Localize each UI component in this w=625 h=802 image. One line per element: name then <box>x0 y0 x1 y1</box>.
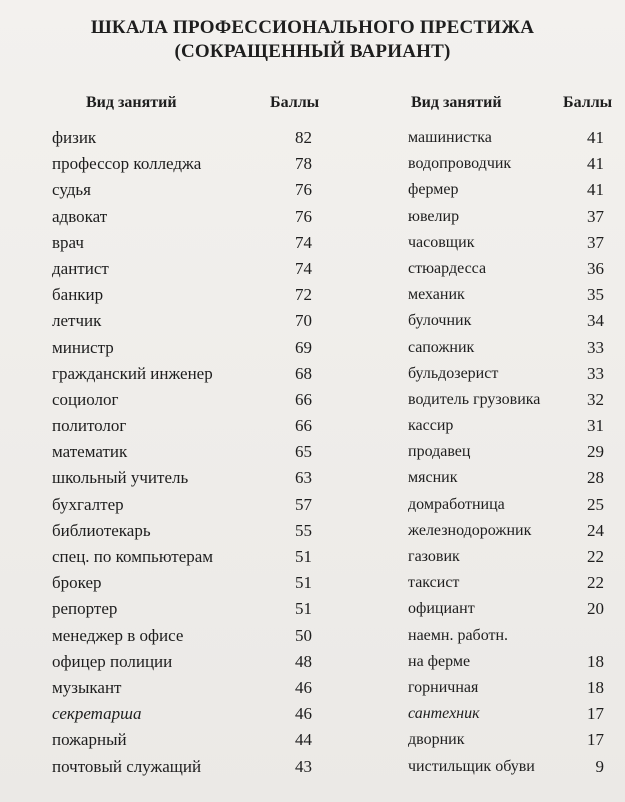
prestige-score: 70 <box>295 311 312 331</box>
occupation-name: гражданский инженер <box>52 363 213 383</box>
occupation-name: дворник <box>408 731 465 749</box>
prestige-score: 22 <box>587 547 604 566</box>
table-row <box>408 413 606 439</box>
occupation-name: булочник <box>408 312 472 330</box>
table-row <box>408 308 606 334</box>
prestige-score: 33 <box>587 363 604 383</box>
occupation-name: фермер <box>408 181 459 199</box>
table-row <box>408 544 606 570</box>
table-row <box>408 596 606 622</box>
occupation-name: сапожник <box>408 338 475 356</box>
table-row <box>408 492 606 518</box>
table-row <box>52 230 317 256</box>
table-row <box>408 151 606 177</box>
prestige-score: 22 <box>587 573 604 593</box>
table-row <box>52 570 317 596</box>
prestige-score: 17 <box>587 730 604 750</box>
table-row <box>408 465 606 491</box>
prestige-score: 78 <box>295 154 312 174</box>
page-subtitle: (СОКРАЩЕННЫЙ ВАРИАНТ) <box>174 41 451 62</box>
prestige-score: 28 <box>587 468 604 488</box>
prestige-score: 24 <box>587 520 604 540</box>
header-occupation-left: Вид занятий <box>86 94 177 111</box>
table-row <box>52 675 317 701</box>
table-row <box>408 727 606 753</box>
table-row <box>52 151 317 177</box>
occupation-name: водопроводчик <box>408 155 512 173</box>
table-row <box>408 518 606 544</box>
table-row <box>52 256 317 282</box>
occupation-name: политолог <box>52 416 127 436</box>
occupation-name: школьный учитель <box>52 468 189 488</box>
occupation-name: музыкант <box>52 677 122 697</box>
occupation-name: сантехник <box>408 705 480 723</box>
prestige-score: 69 <box>295 337 312 357</box>
table-row <box>408 754 606 780</box>
table-row <box>52 204 317 230</box>
occupation-name: домработница <box>408 495 505 513</box>
prestige-score: 32 <box>587 389 604 409</box>
occupation-name: водитель грузовика <box>408 390 541 408</box>
prestige-score: 33 <box>587 337 604 357</box>
prestige-score: 37 <box>587 206 604 226</box>
prestige-score: 41 <box>587 180 604 200</box>
prestige-score: 74 <box>295 258 312 278</box>
table-row <box>408 649 606 675</box>
occupation-name: мясник <box>408 469 458 487</box>
occupation-name: математик <box>52 442 128 462</box>
header-points-right: Баллы <box>563 94 613 111</box>
prestige-score: 76 <box>295 180 312 200</box>
occupation-name: бухгалтер <box>52 494 124 514</box>
prestige-score: 68 <box>295 363 312 383</box>
prestige-score: 66 <box>295 389 312 409</box>
occupation-name: летчик <box>52 311 102 331</box>
prestige-score: 82 <box>295 128 312 147</box>
occupation-name: профессор колледжа <box>52 154 202 174</box>
table-row <box>408 570 606 596</box>
table-row <box>52 492 317 518</box>
occupation-name: таксист <box>408 574 460 592</box>
prestige-score: 35 <box>587 285 604 305</box>
occupation-name: секретарша <box>52 704 142 724</box>
table-row <box>52 649 317 675</box>
prestige-score: 31 <box>587 416 604 436</box>
occupation-name: дантист <box>52 258 109 278</box>
table-row <box>52 518 317 544</box>
table-row <box>52 387 317 413</box>
occupation-name: физик <box>52 128 97 147</box>
occupation-name: судья <box>52 180 91 200</box>
occupation-name: официант <box>408 600 475 618</box>
occupation-name: чистильщик обуви <box>408 757 535 775</box>
table-row <box>52 544 317 570</box>
table-row <box>408 675 606 701</box>
prestige-score: 18 <box>587 677 604 697</box>
table-row <box>52 596 317 622</box>
prestige-list-right <box>408 125 606 780</box>
occupation-name: машинистка <box>408 129 492 146</box>
occupation-name: горничная <box>408 678 479 696</box>
prestige-score: 51 <box>295 573 312 593</box>
occupation-name: механик <box>408 286 465 304</box>
prestige-score: 76 <box>295 206 312 226</box>
table-row <box>408 701 606 727</box>
occupation-name: министр <box>52 337 114 357</box>
prestige-score: 9 <box>595 756 604 776</box>
occupation-name: бульдозерист <box>408 364 499 382</box>
occupation-name: врач <box>52 232 84 252</box>
table-row <box>52 701 317 727</box>
prestige-score: 50 <box>295 625 312 645</box>
prestige-score: 34 <box>587 311 604 331</box>
occupation-name: репортер <box>52 599 118 619</box>
prestige-score: 72 <box>295 285 312 305</box>
occupation-name: на ферме <box>408 652 471 670</box>
prestige-score: 25 <box>587 494 604 514</box>
table-row <box>52 439 317 465</box>
table-row <box>52 623 317 649</box>
table-row <box>52 308 317 334</box>
table-row <box>408 125 606 151</box>
prestige-score: 20 <box>587 599 604 619</box>
prestige-score: 18 <box>587 651 604 671</box>
prestige-score: 51 <box>295 599 312 619</box>
page-title: ШКАЛА ПРОФЕССИОНАЛЬНОГО ПРЕСТИЖА <box>90 17 535 38</box>
occupation-name: газовик <box>408 548 460 565</box>
table-row <box>408 335 606 361</box>
table-row <box>52 361 317 387</box>
occupation-name: офицер полиции <box>52 651 173 671</box>
occupation-name: пожарный <box>52 730 127 750</box>
prestige-score: 66 <box>295 416 312 436</box>
prestige-score: 36 <box>587 258 604 278</box>
prestige-score: 41 <box>587 128 604 147</box>
prestige-score: 37 <box>587 232 604 252</box>
table-row <box>52 465 317 491</box>
prestige-list-left <box>52 125 317 780</box>
occupation-name: библиотекарь <box>52 520 151 540</box>
table-row <box>52 177 317 203</box>
prestige-score: 55 <box>295 520 312 540</box>
table-row <box>52 727 317 753</box>
occupation-name: наемн. работн. <box>408 626 509 644</box>
table-row <box>408 177 606 203</box>
table-row <box>408 623 606 649</box>
table-row <box>408 439 606 465</box>
table-row <box>408 204 606 230</box>
prestige-score: 17 <box>587 704 604 724</box>
prestige-score: 29 <box>587 442 604 462</box>
table-row <box>408 387 606 413</box>
prestige-score: 65 <box>295 442 312 462</box>
prestige-score: 57 <box>295 494 312 514</box>
prestige-score: 51 <box>295 547 312 566</box>
occupation-name: стюардесса <box>408 259 487 277</box>
prestige-score: 48 <box>295 651 312 671</box>
prestige-score: 63 <box>295 468 312 488</box>
table-row <box>408 282 606 308</box>
prestige-score: 41 <box>587 154 604 174</box>
occupation-name: продавец <box>408 443 471 461</box>
occupation-name: железнодорожник <box>408 521 532 539</box>
prestige-score: 46 <box>295 677 312 697</box>
prestige-score: 74 <box>295 232 312 252</box>
table-row <box>52 282 317 308</box>
table-row <box>408 361 606 387</box>
header-occupation-right: Вид занятий <box>411 94 502 111</box>
occupation-name: кассир <box>408 417 454 435</box>
occupation-name: банкир <box>52 285 104 305</box>
occupation-name: часовщик <box>408 233 475 251</box>
occupation-name: адвокат <box>52 206 108 226</box>
table-row <box>52 413 317 439</box>
table-row <box>52 335 317 361</box>
table-row <box>52 125 317 151</box>
table-row <box>52 754 317 780</box>
occupation-name: менеджер в офисе <box>52 625 184 645</box>
occupation-name: почтовый служащий <box>52 756 202 776</box>
occupation-name: социолог <box>52 389 119 409</box>
prestige-score: 44 <box>295 730 312 750</box>
table-row <box>408 230 606 256</box>
header-points-left: Баллы <box>270 94 320 111</box>
prestige-score: 46 <box>295 704 312 724</box>
occupation-name: спец. по компьютерам <box>52 547 214 566</box>
occupation-name: ювелир <box>408 207 460 225</box>
occupation-name: брокер <box>52 573 102 593</box>
prestige-score: 43 <box>295 756 312 776</box>
table-row <box>408 256 606 282</box>
